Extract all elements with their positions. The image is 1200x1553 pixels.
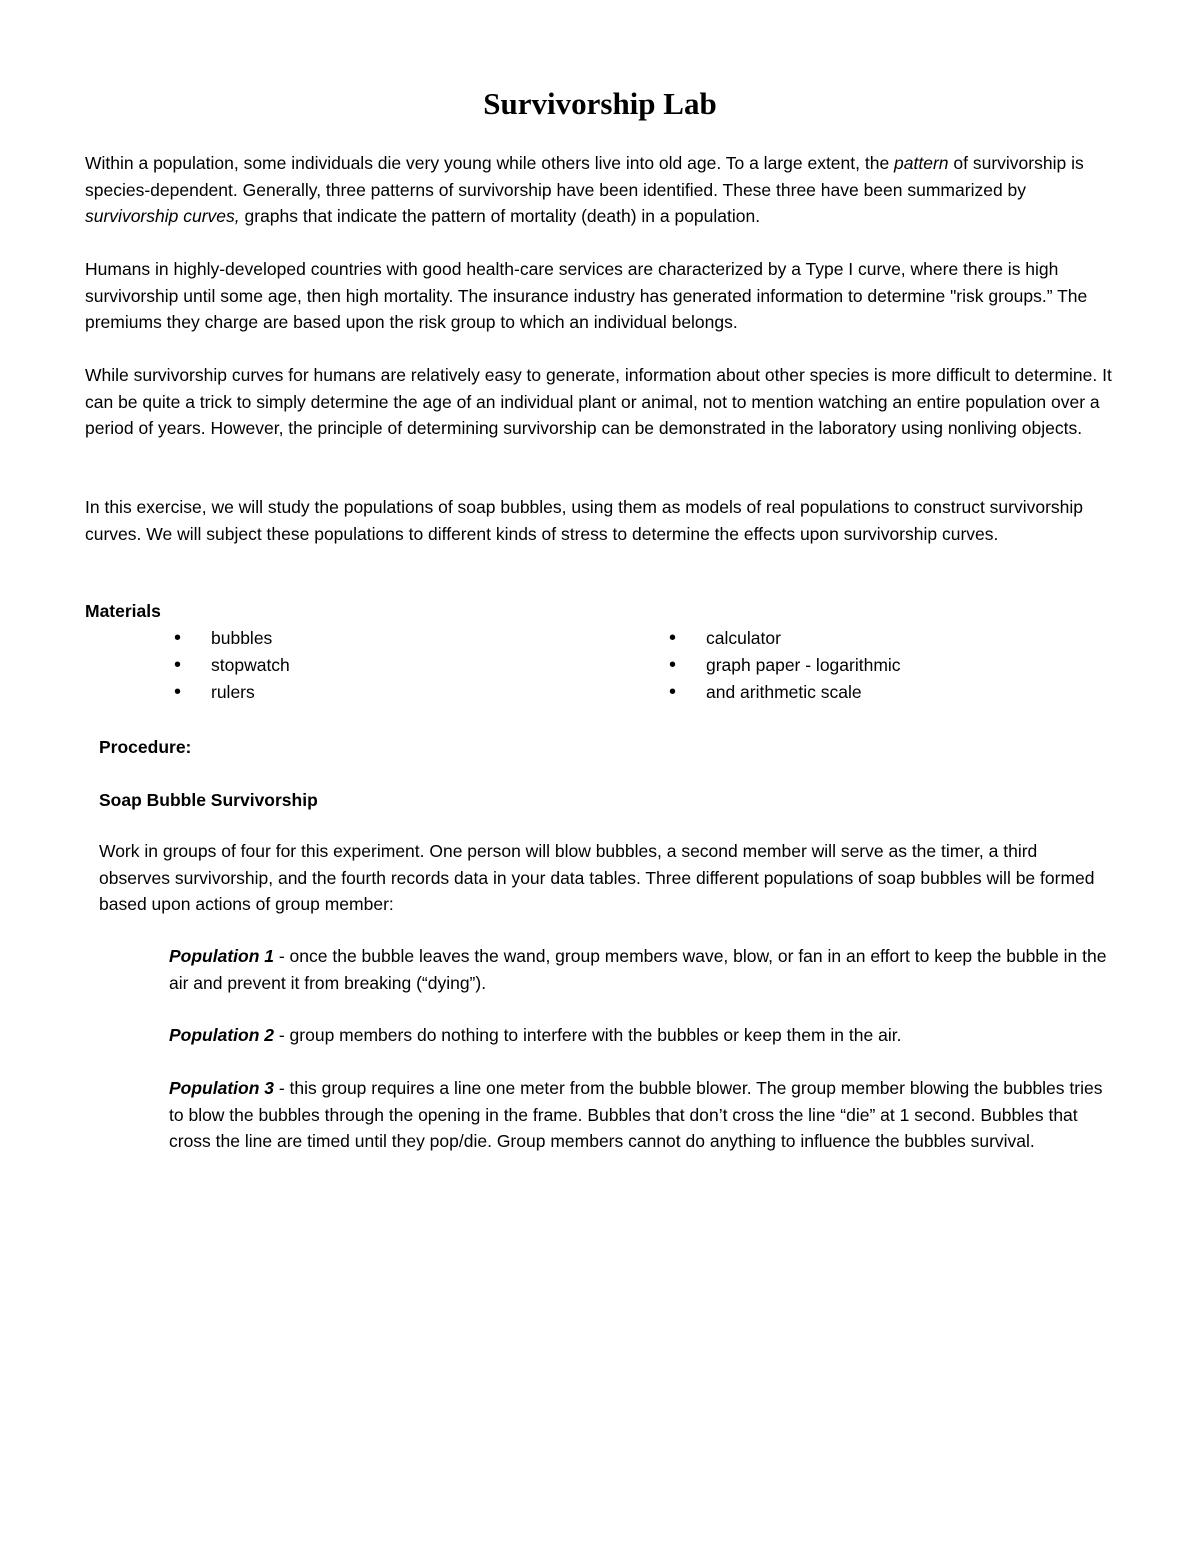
- intro-p1-emphasis-pattern: pattern: [894, 153, 949, 173]
- intro-paragraph-3: While survivorship curves for humans are relatively easy to generate, information about other species is more difficult to determine. It can be quite a trick to simply determine the age of an individual plant or animal, not to mention watching an entire population over a period of years. However, the principle of determining survivorship can be demonstrated in the laboratory using nonliving objects.: [85, 365, 1112, 438]
- population-3-paragraph: [169, 1075, 1109, 1155]
- page-title: Survivorship Lab: [483, 86, 717, 121]
- intro-p1-text-c: graphs that indicate the pattern of mortality (death) in a population.: [239, 206, 761, 226]
- soap-bubble-survivorship-heading: Soap Bubble Survivorship: [99, 790, 318, 810]
- materials-heading: Materials: [85, 601, 161, 621]
- intro-p1-text-b: of survivorship is species-dependent. Generally, three patterns of survivorship have been identified. These three have been summarized by: [85, 153, 1084, 200]
- population-2-label: Population 2: [169, 1025, 274, 1045]
- materials-list-right: [669, 625, 901, 706]
- population-1-paragraph: [169, 943, 1109, 996]
- materials-item: • bubbles: [174, 625, 290, 652]
- procedure-heading: Procedure:: [99, 737, 192, 757]
- population-1-label: Population 1: [169, 946, 274, 966]
- procedure-intro-paragraph: Work in groups of four for this experiment. One person will blow bubbles, a second member will serve as the timer, a third observes survivorship, and the fourth records data in your data tables. Three different populations of soap bubbles will be formed based upon actions of group member:: [99, 841, 1095, 914]
- intro-p1-text-a: Within a population, some individuals die very young while others live into old age. To a large extent, the: [85, 153, 895, 173]
- population-3-text: - this group requires a line one meter from the bubble blower. The group member blowing the bubbles tries to blow the bubbles through the opening in the frame. Bubbles that don’t cross the line “die” at 1 second. Bubbles that cross the line are timed until they pop/die. Group members cannot do anything to influence the bubbles survival.: [169, 1078, 1103, 1151]
- materials-item: • rulers: [174, 679, 290, 706]
- intro-paragraph-2: Humans in highly-developed countries with good health-care services are characterized by a Type I curve, where there is high survivorship until some age, then high mortality. The insurance industry has generated information to determine "risk groups.” The premiums they charge are based upon the risk group to which an individual belongs.: [85, 259, 1088, 332]
- materials-item: • stopwatch: [174, 652, 290, 679]
- intro-paragraph-4: In this exercise, we will study the populations of soap bubbles, using them as models of real populations to construct survivorship curves. We will subject these populations to different kinds of stress to determine the effects upon survivorship curves.: [85, 497, 1084, 544]
- population-2-text: - group members do nothing to interfere with the bubbles or keep them in the air.: [274, 1025, 902, 1045]
- intro-paragraph-1: [85, 150, 1115, 230]
- intro-p1-emphasis-survivorship-curves: survivorship curves,: [85, 206, 240, 226]
- materials-item: • calculator: [669, 625, 901, 652]
- materials-list-left: [174, 625, 290, 706]
- population-1-text: - once the bubble leaves the wand, group members wave, blow, or fan in an effort to keep the bubble in the air and prevent it from breaking (“dying”).: [169, 946, 1107, 993]
- population-2-paragraph: [169, 1022, 1109, 1049]
- materials-item: • graph paper - logarithmic: [669, 652, 901, 679]
- population-3-label: Population 3: [169, 1078, 274, 1098]
- materials-item: • and arithmetic scale: [669, 679, 901, 706]
